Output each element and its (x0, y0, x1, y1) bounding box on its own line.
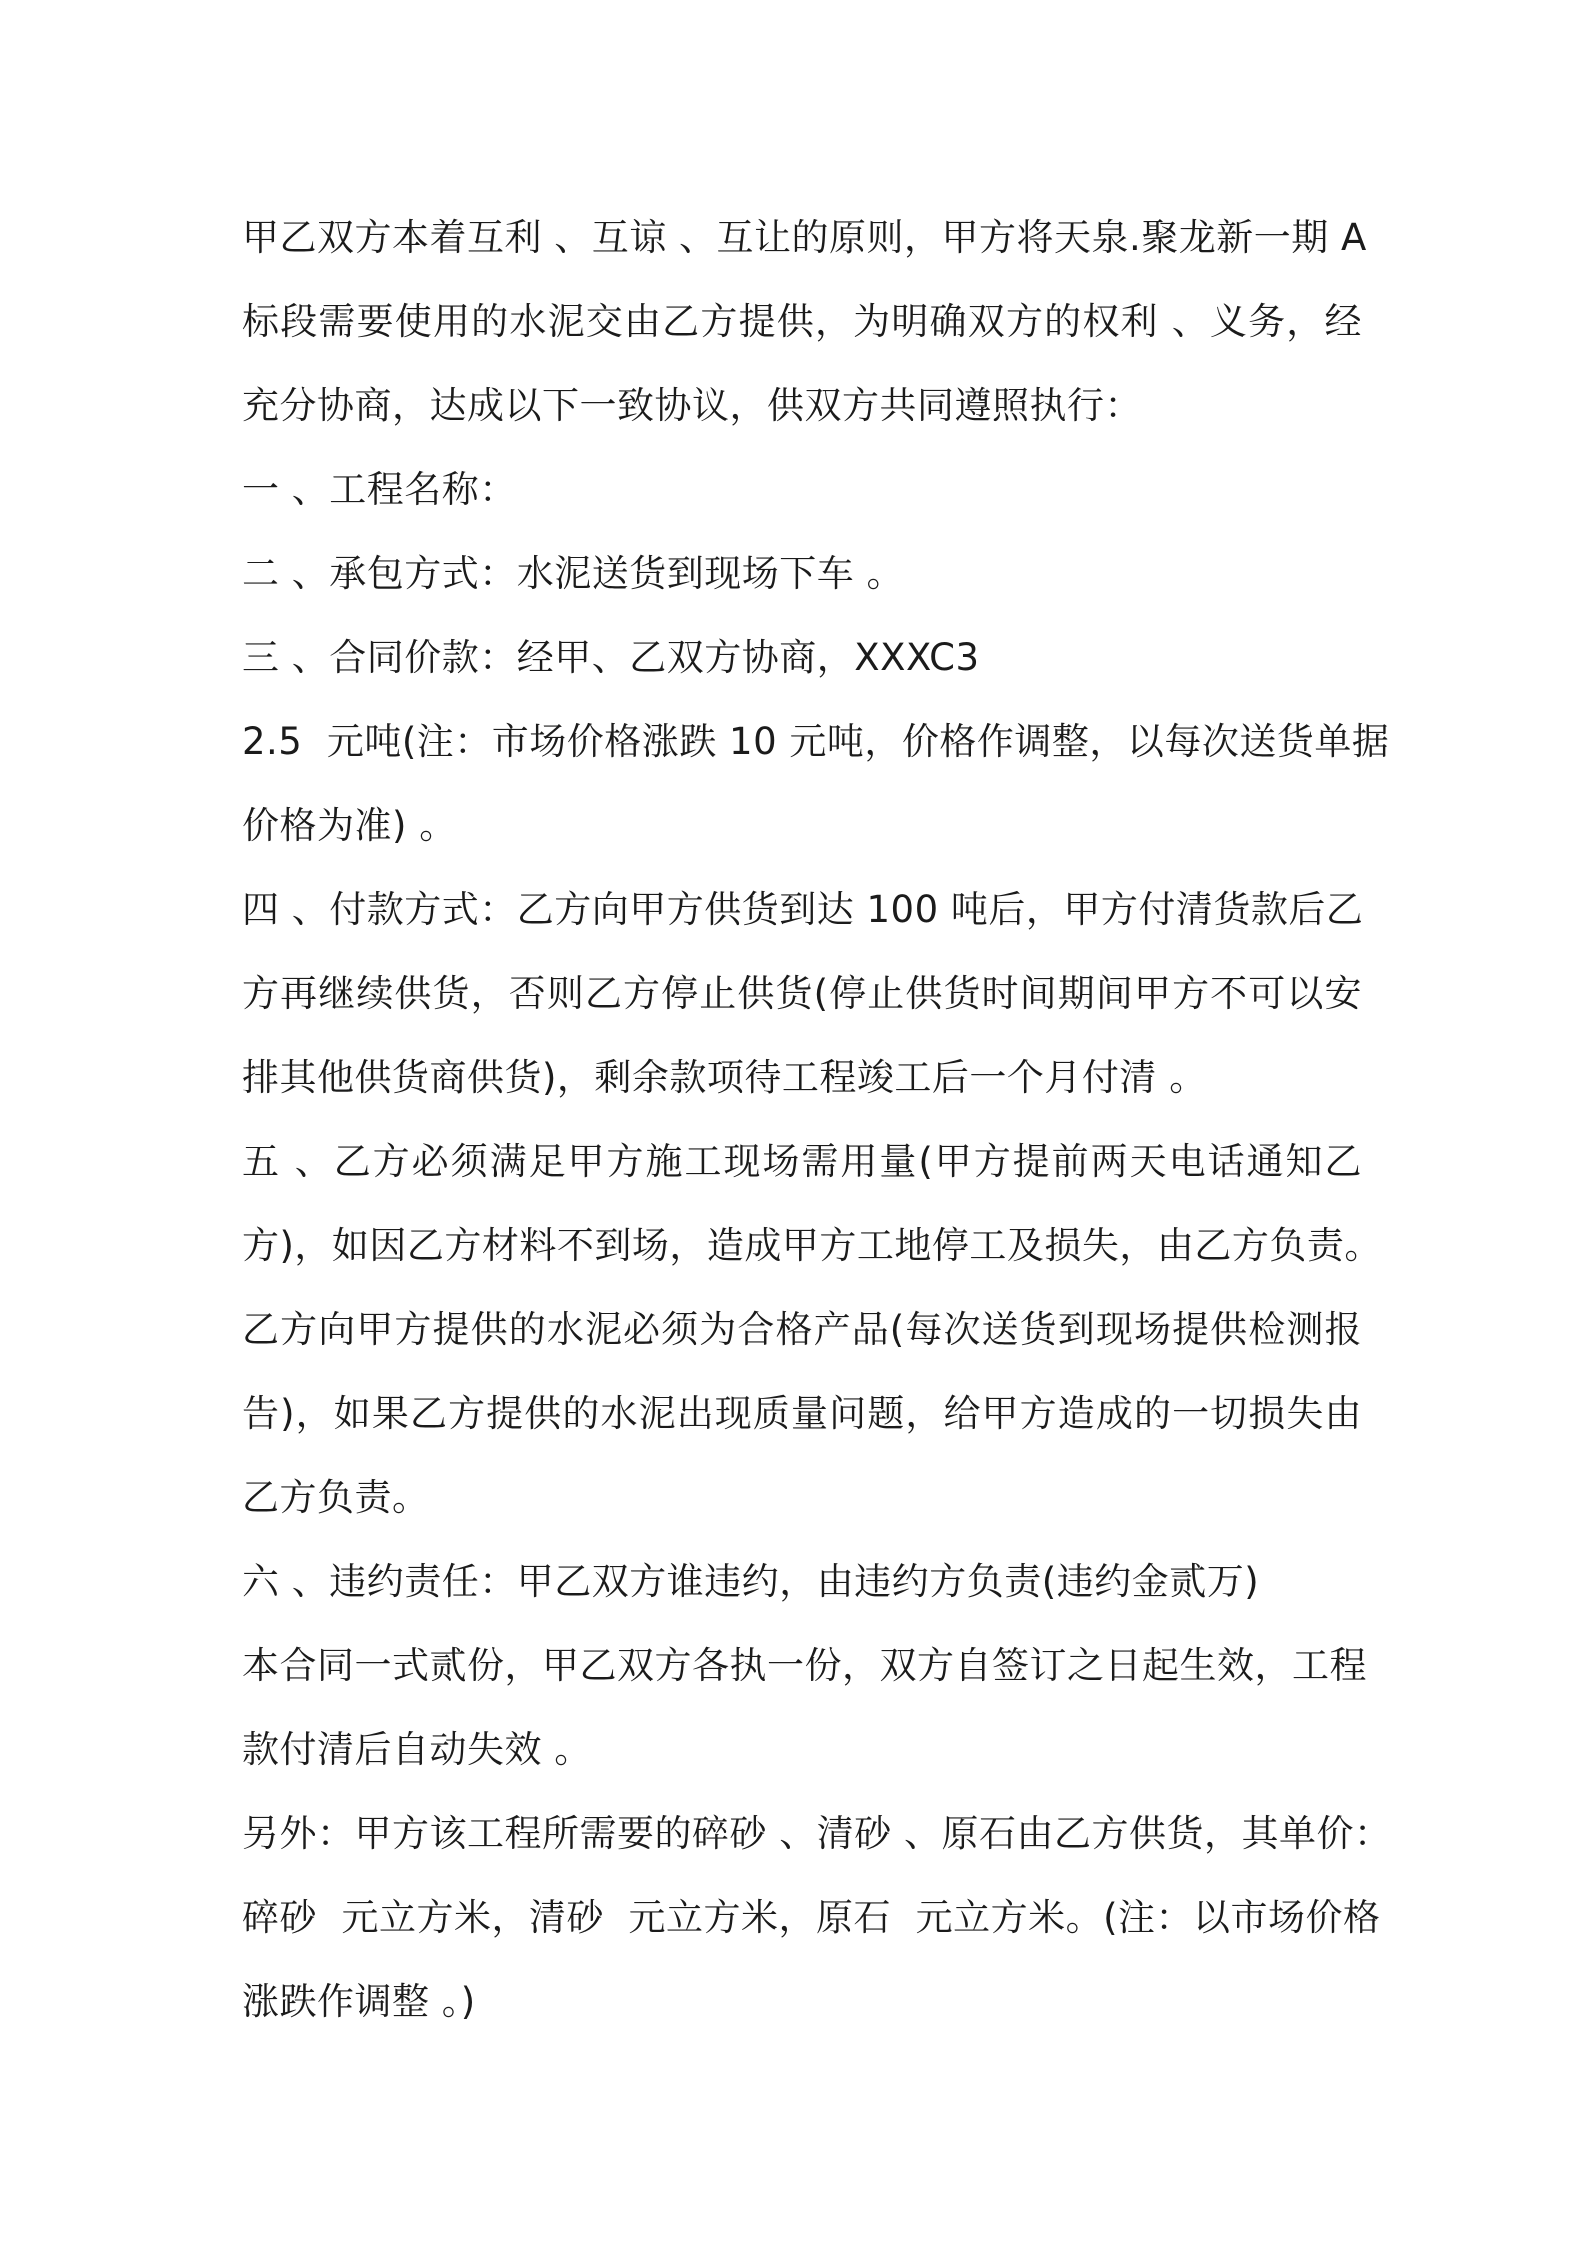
text-line: 标段需要使用的水泥交由乙方提供，为明确双方的权利 、义务，经 (242, 300, 1362, 343)
document-body (242, 196, 1392, 2044)
text-line: 二 、承包方式：水泥送货到现场下车 。 (242, 552, 905, 595)
text-line: 乙方负责。 (242, 1476, 430, 1519)
text-line: 款付清后自动失效 。 (242, 1728, 592, 1771)
text-line: 甲乙双方本着互利 、互谅 、互让的原则，甲方将天泉.聚龙新一期 A (242, 216, 1367, 259)
text-line: 碎砂 元立方米，清砂 元立方米，原石 元立方米。(注：以市场价格 (242, 1896, 1381, 1939)
text-line: 五 、乙方必须满足甲方施工现场需用量(甲方提前两天电话通知乙 (242, 1140, 1362, 1183)
text-line: 告)，如果乙方提供的水泥出现质量问题，给甲方造成的一切损失由 (242, 1392, 1362, 1435)
text-line: 六 、违约责任：甲乙双方谁违约，由违约方负责(违约金贰万) (242, 1560, 1260, 1603)
text-line: 一 、工程名称： (242, 468, 517, 511)
text-line: 排其他供货商供货)，剩余款项待工程竣工后一个月付清 。 (242, 1056, 1207, 1099)
text-line: 三 、合同价款：经甲、乙双方协商，XXXC3 (242, 636, 980, 679)
text-line: 方再继续供货，否则乙方停止供货(停止供货时间期间甲方不可以安 (242, 972, 1362, 1015)
text-line: 价格为准) 。 (242, 804, 457, 847)
text-line: 方)，如因乙方材料不到场，造成甲方工地停工及损失，由乙方负责。 (242, 1224, 1382, 1267)
text-line: 充分协商，达成以下一致协议，供双方共同遵照执行： (242, 384, 1142, 427)
text-line: 乙方向甲方提供的水泥必须为合格产品(每次送货到现场提供检测报 (242, 1308, 1362, 1351)
text-line: 四 、付款方式：乙方向甲方供货到达 100 吨后，甲方付清货款后乙 (242, 888, 1364, 931)
text-line: 另外：甲方该工程所需要的碎砂 、清砂 、原石由乙方供货，其单价： (242, 1812, 1392, 1855)
text-line: 2.5 元吨(注：市场价格涨跌 10 元吨，价格作调整，以每次送货单据 (242, 720, 1390, 763)
text-line: 本合同一式贰份，甲乙双方各执一份，双方自签订之日起生效，工程 (242, 1644, 1367, 1687)
text-line: 涨跌作调整 。) (242, 1980, 476, 2023)
